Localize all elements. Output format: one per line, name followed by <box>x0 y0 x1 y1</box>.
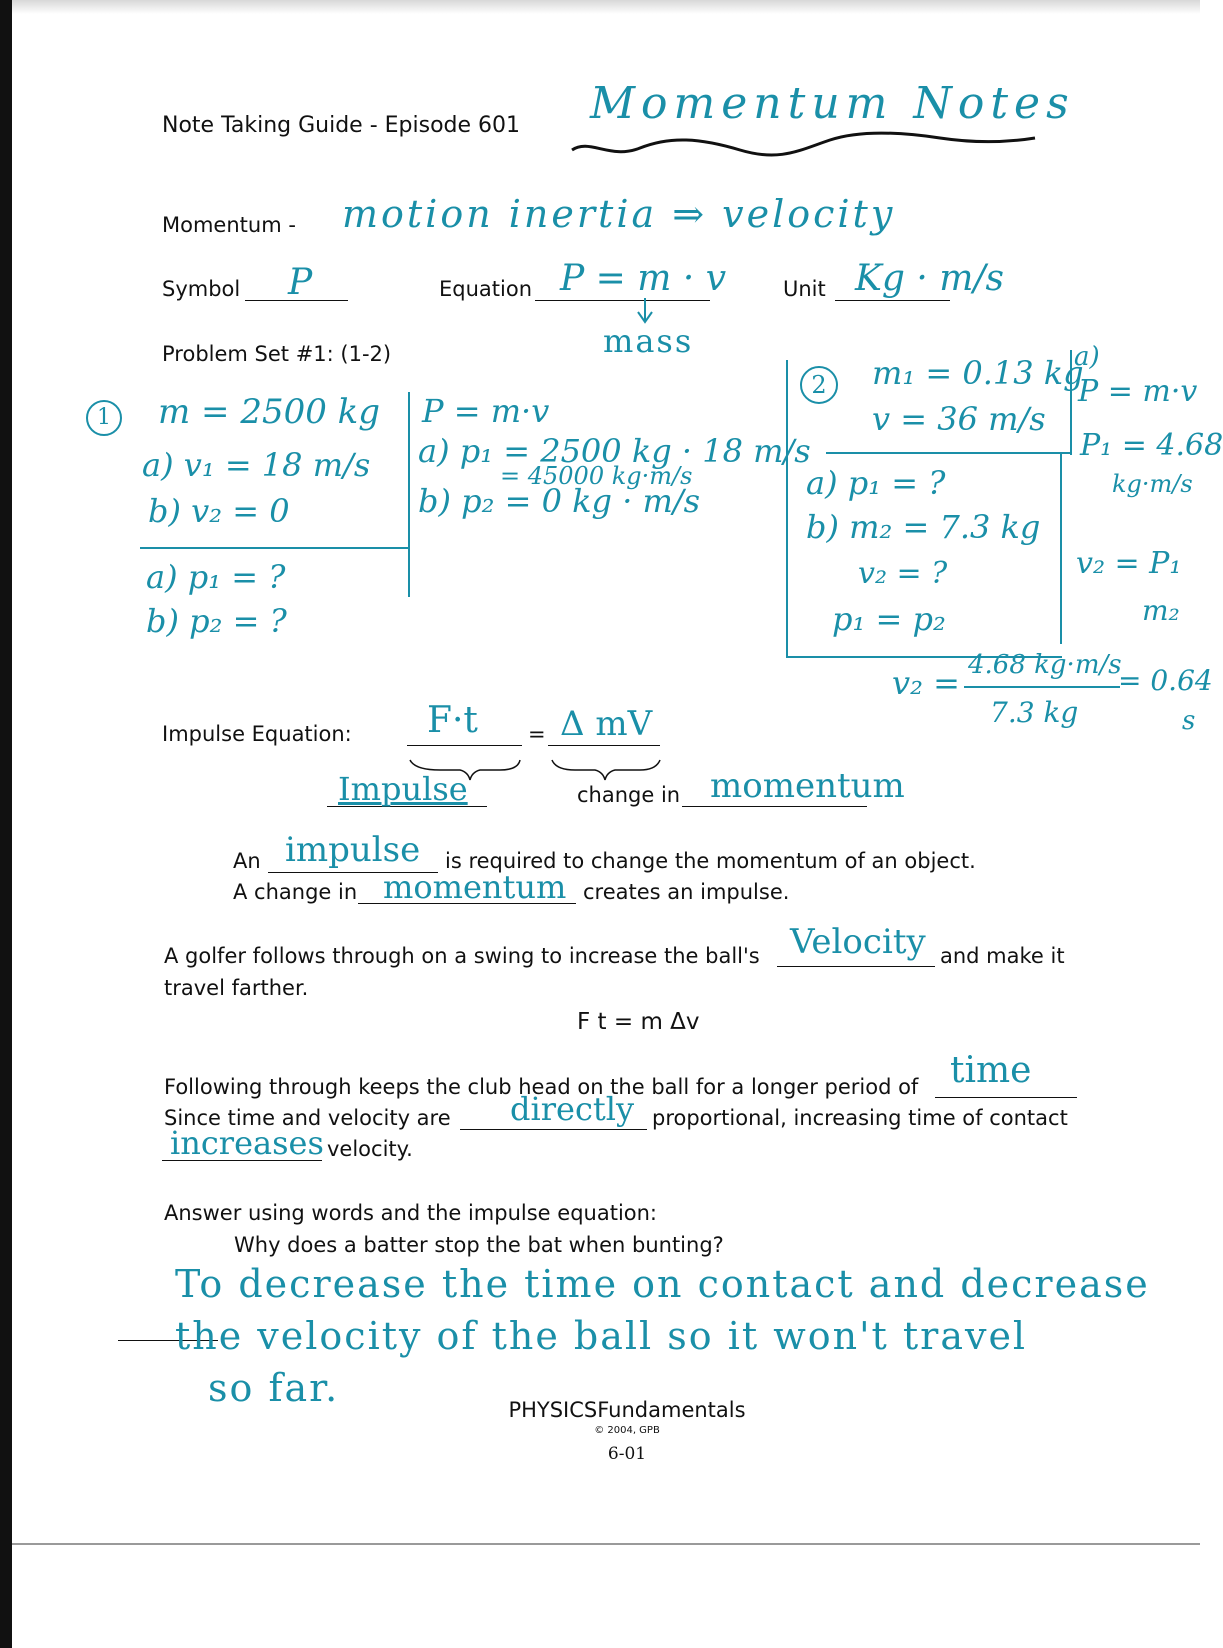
increases-end: velocity. <box>327 1137 413 1161</box>
problem2-result-num: 4.68 kg·m/s <box>968 650 1122 680</box>
an-label: An <box>233 849 261 873</box>
change-in-label: change in <box>577 783 681 807</box>
problem1-unknown-a: a) p₁ = ? <box>146 558 286 596</box>
problem1-given-v2: b) v₂ = 0 <box>148 492 290 530</box>
problem1-formula: P = m·v <box>422 392 550 430</box>
problem2-work-m2: m₂ <box>1142 594 1180 627</box>
problem1-given-mass: m = 2500 kg <box>158 392 381 432</box>
problem2-work-formula: P = m·v <box>1078 374 1198 409</box>
impulse-rhs-answer: Δ mV <box>560 704 653 744</box>
momentum-blank-answer: momentum <box>383 868 567 906</box>
guide-title: Note Taking Guide - Episode 601 <box>162 113 521 138</box>
follow-through-text: Following through keeps the club head on the ball for a longer period of <box>164 1075 919 1099</box>
equation-answer: P = m · v <box>560 258 727 299</box>
footer-brand: PHYSICSFundamentals <box>508 1398 746 1422</box>
momentum-label: Momentum - <box>162 213 296 237</box>
golfer-end: and make it <box>940 944 1065 968</box>
velocity-answer: Velocity <box>790 922 926 962</box>
problem2-unknown-b: b) m₂ = 7.3 kg <box>806 508 1041 546</box>
impulse-equals: = <box>528 722 546 746</box>
problem1-unknown-b: b) p₂ = ? <box>146 602 287 640</box>
unit-answer: Kg · m/s <box>855 258 1005 299</box>
problem2-given-v: v = 36 m/s <box>872 400 1046 438</box>
impulse-label: Impulse Equation: <box>162 722 352 746</box>
impulse-brace-left <box>410 760 520 780</box>
mass-arrow <box>638 298 652 322</box>
answer-line-1: To decrease the time on contact and decrease <box>175 1262 1150 1306</box>
problem2-work-v2: v₂ = P₁ <box>1076 546 1182 581</box>
problem1-work-a: a) p₁ = 2500 kg · 18 m/s <box>418 432 811 470</box>
equation-label: Equation <box>439 277 533 301</box>
impulse-brace-right <box>552 760 660 780</box>
problem2-result-value: = 0.64 <box>1118 664 1213 697</box>
problem1-work-a2: = 45000 kg·m/s <box>500 462 693 490</box>
footer-copyright: © 2004, GPB <box>594 1425 660 1436</box>
problem2-unknown-v2: v₂ = ? <box>858 556 948 591</box>
impulse-name-answer: Impulse <box>338 770 468 808</box>
problem2-number: 2 <box>800 366 838 404</box>
golfer-line2: travel farther. <box>164 976 309 1000</box>
problem2-result-unit: s <box>1182 706 1196 736</box>
directly-answer: directly <box>510 1090 635 1128</box>
problem2-result-den: 7.3 kg <box>990 696 1079 729</box>
golfer-text: A golfer follows through on a swing to increase the ball's <box>164 944 760 968</box>
impulse-statement: is required to change the momentum of an object. <box>445 849 976 873</box>
since-text: Since time and velocity are <box>164 1106 451 1130</box>
problem2-result-lhs: v₂ = <box>892 664 960 702</box>
problem1-work-b: b) p₂ = 0 kg · m/s <box>418 482 701 520</box>
change-in-start: A change in <box>233 880 358 904</box>
problem1-number: 1 <box>86 400 122 436</box>
symbol-answer: P <box>288 262 313 303</box>
problem1-given-v1: a) v₁ = 18 m/s <box>142 446 371 484</box>
problem2-unknown-p1p2: p₁ = p₂ <box>832 600 946 638</box>
problem2-unknown-a: a) p₁ = ? <box>806 464 946 502</box>
problem-set-heading: Problem Set #1: (1-2) <box>162 342 392 366</box>
answer-line-2: the velocity of the ball so it won't travel <box>175 1314 1028 1358</box>
impulse-blank-answer: impulse <box>285 830 421 870</box>
problem2-work-p1-unit: kg·m/s <box>1112 470 1193 498</box>
footer-page-number: 6-01 <box>607 1444 647 1464</box>
problem2-given-m1: m₁ = 0.13 kg <box>872 354 1084 392</box>
time-answer: time <box>950 1050 1032 1091</box>
problem2-work-p1: P₁ = 4.68 <box>1080 428 1223 463</box>
handwritten-title: Momentum Notes <box>590 78 1075 129</box>
momentum-answer: motion inertia ⇒ velocity <box>342 192 896 236</box>
answer-line-3: so far. <box>208 1366 340 1410</box>
title-underline-squiggle <box>572 133 1035 155</box>
question-text: Why does a batter stop the bat when bunting? <box>234 1233 724 1257</box>
increases-answer: increases <box>170 1124 324 1162</box>
problem2-part-a: a) <box>1074 342 1100 372</box>
symbol-label: Symbol <box>162 277 241 301</box>
momentum-name-answer: momentum <box>710 766 905 806</box>
question-prompt: Answer using words and the impulse equation: <box>164 1201 658 1225</box>
unit-label: Unit <box>783 277 826 301</box>
impulse-lhs-answer: F·t <box>427 700 478 741</box>
impulse-formula: F t = m Δv <box>577 1009 700 1035</box>
mass-note: mass <box>603 322 694 360</box>
impulse-creates: creates an impulse. <box>583 880 790 904</box>
since-end: proportional, increasing time of contact <box>652 1106 1068 1130</box>
